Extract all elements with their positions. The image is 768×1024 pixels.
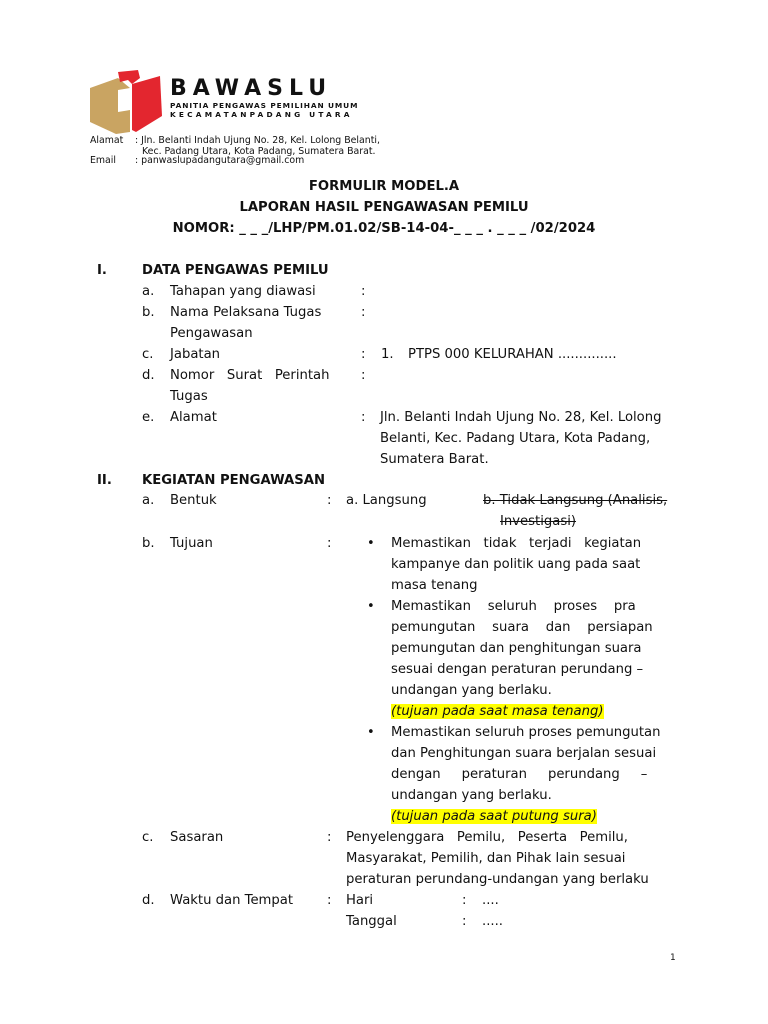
report-number: NOMOR: _ _ _/LHP/PM.01.02/SB-14-04-_ _ _ . _ _ _ /02/2024: [172, 221, 596, 236]
bentuk-option-tidak-langsung: b. Tidak Langsung (Analisis,: [483, 493, 668, 508]
tujuan-bullet-2-line: pemungutan suara dan persiapan: [391, 620, 653, 635]
bullet-icon: •: [367, 599, 375, 614]
page-number: 1: [670, 953, 676, 963]
tujuan-bullet-1-line: masa tenang: [391, 578, 478, 593]
hari-colon: :: [462, 893, 467, 908]
email-value: : panwaslupadangutara@gmail.com: [135, 155, 305, 166]
tujuan-bullet-2-line: pemungutan dan penghitungan suara: [391, 641, 642, 656]
tujuan-note-putung-sura: (tujuan pada saat putung sura): [391, 809, 597, 824]
field-label-waktu-tempat: Waktu dan Tempat: [170, 893, 294, 908]
tujuan-bullet-1-line: Memastikan tidak terjadi kegiatan: [391, 536, 642, 551]
tujuan-note-masa-tenang: (tujuan pada saat masa tenang): [391, 704, 604, 719]
bullet-icon: •: [367, 725, 375, 740]
item-letter: e.: [142, 410, 155, 425]
bentuk-option-tidak-langsung-cont: Investigasi): [500, 514, 577, 529]
item-letter: d.: [142, 893, 155, 908]
field-label-bentuk: Bentuk: [170, 493, 217, 508]
bullet-icon: •: [367, 536, 375, 551]
item-letter: c.: [142, 347, 154, 362]
field-colon: :: [361, 284, 366, 299]
tujuan-bullet-3-line: dengan peraturan perundang –: [391, 767, 648, 782]
tujuan-bullet-3-line: dan Penghitungan suara berjalan sesuai: [391, 746, 657, 761]
tujuan-bullet-1-line: kampanye dan politik uang pada saat: [391, 557, 641, 572]
tanggal-label: Tanggal: [346, 914, 397, 929]
report-title: LAPORAN HASIL PENGAWASAN PEMILU: [239, 200, 529, 215]
sasaran-line: Penyelenggara Pemilu, Peserta Pemilu,: [346, 830, 628, 845]
section-1-number: I.: [97, 263, 107, 278]
field-label-sasaran: Sasaran: [170, 830, 224, 845]
field-colon: :: [327, 536, 332, 551]
sasaran-line: Masyarakat, Pemilih, dan Pihak lain sesuai: [346, 851, 626, 866]
section-2-number: II.: [97, 473, 112, 488]
field-label-nama-pelaksana-cont: Pengawasan: [170, 326, 253, 341]
bentuk-option-langsung: a. Langsung: [346, 493, 427, 508]
alamat-line-2: Kec. Padang Utara, Kota Padang, Sumatera Barat.: [142, 146, 376, 157]
item-letter: a.: [142, 493, 155, 508]
field-colon: :: [327, 493, 332, 508]
tujuan-bullet-2-line: sesuai dengan peraturan perundang –: [391, 662, 644, 677]
field-colon: :: [327, 893, 332, 908]
item-letter: a.: [142, 284, 155, 299]
field-colon: :: [361, 368, 366, 383]
field-label-alamat: Alamat: [170, 410, 217, 425]
tanggal-colon: :: [462, 914, 467, 929]
form-title: FORMULIR MODEL.A: [308, 179, 460, 194]
sasaran-line: peraturan perundang-undangan yang berlaku: [346, 872, 649, 887]
alamat-label: Alamat: [90, 135, 124, 146]
field-label-tahapan: Tahapan yang diawasi: [170, 284, 316, 299]
hari-value: ....: [482, 893, 499, 908]
section-2-heading: KEGIATAN PENGAWASAN: [142, 473, 325, 488]
org-subtitle-1: PANITIA PENGAWAS PEMILIHAN UMUM: [170, 101, 359, 110]
item-letter: c.: [142, 830, 154, 845]
alamat-value-line-3: Sumatera Barat.: [380, 452, 489, 467]
bawaslu-logo: [88, 70, 168, 136]
alamat-value-line-2: Belanti, Kec. Padang Utara, Kota Padang,: [380, 431, 651, 446]
field-colon: :: [361, 347, 366, 362]
hari-label: Hari: [346, 893, 374, 908]
item-letter: b.: [142, 536, 155, 551]
field-label-nomor-surat: Nomor Surat Perintah: [170, 368, 330, 383]
alamat-line-1: : Jln. Belanti Indah Ujung No. 28, Kel. Lolong Belanti,: [135, 135, 380, 146]
field-label-jabatan: Jabatan: [170, 347, 221, 362]
jabatan-number: 1.: [381, 347, 394, 362]
email-label: Email: [90, 155, 117, 166]
tujuan-bullet-2-line: Memastikan seluruh proses pra: [391, 599, 636, 614]
jabatan-value: PTPS 000 KELURAHAN ..............: [408, 347, 617, 362]
field-label-tujuan: Tujuan: [170, 536, 213, 551]
field-label-nama-pelaksana: Nama Pelaksana Tugas: [170, 305, 322, 320]
org-subtitle-2: KECAMATANPADANG UTARA: [170, 110, 353, 119]
org-name: BAWASLU: [170, 76, 333, 101]
field-colon: :: [361, 410, 366, 425]
tujuan-bullet-3-line: Memastikan seluruh proses pemungutan: [391, 725, 661, 740]
tujuan-bullet-3-line: undangan yang berlaku.: [391, 788, 552, 803]
tanggal-value: .....: [482, 914, 503, 929]
tujuan-bullet-2-line: undangan yang berlaku.: [391, 683, 552, 698]
alamat-value-line-1: Jln. Belanti Indah Ujung No. 28, Kel. Lolong: [380, 410, 662, 425]
field-colon: :: [327, 830, 332, 845]
item-letter: b.: [142, 305, 155, 320]
field-label-nomor-surat-cont: Tugas: [170, 389, 208, 404]
section-1-heading: DATA PENGAWAS PEMILU: [142, 263, 329, 278]
item-letter: d.: [142, 368, 155, 383]
field-colon: :: [361, 305, 366, 320]
